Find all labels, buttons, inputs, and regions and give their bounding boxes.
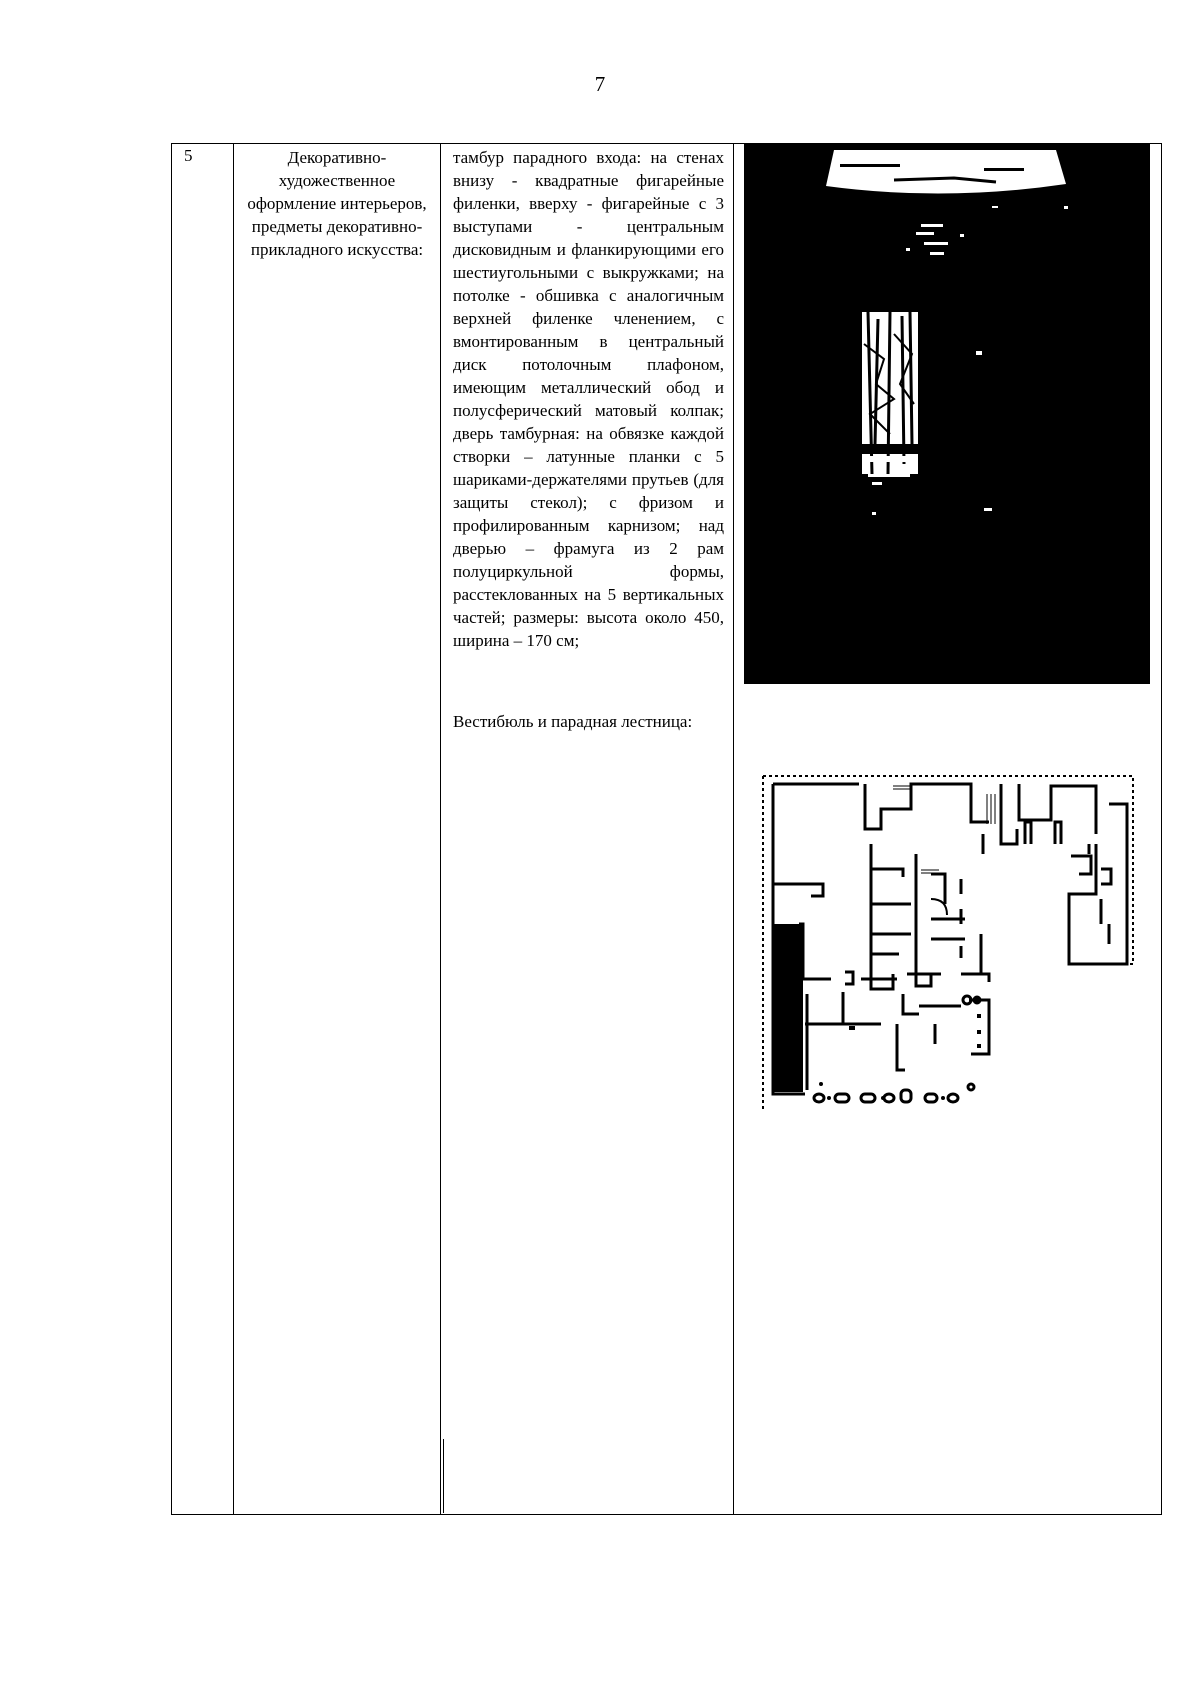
row-number: 5: [172, 144, 234, 1515]
row-description: [441, 144, 734, 1515]
monument-table: [171, 143, 1162, 1515]
page-number: 7: [594, 72, 606, 96]
image-cell: [734, 144, 1162, 1515]
entrance-vestibule-photo: [744, 144, 1150, 684]
row-title: Декоративно-художественное оформление интерьеров, предметы декоративно-прикладного искусства:: [234, 144, 441, 1515]
description-paragraph-1: тамбур парадного входа: на стенах внизу - квадратные фигарейные филенки, вверху - фигарейные с 3 выступами - центральным дисковидным и фланкирующими его шестиугольными с выкружками; на потолке - обшивка с аналогичным верхней филенке членением, с вмонтированным в центральный диск потолочным плафоном, имеющим металлический обод и полусферический матовый колпак; дверь тамбурная: на обвязке каждой створки – латунные планки с 5 шариками-держателями прутьев (для защиты стекол); с фризом и профилированным карнизом; над дверью – фрамуга из 2 рам полуциркульной формы, расстеклованных на 5 вертикальных частей; размеры: высота около 450, ширина – 170 см;: [453, 148, 724, 650]
description-paragraph-2: Вестибюль и парадная лестница:: [453, 712, 693, 731]
column-edge-mark: [443, 1439, 444, 1513]
floor-plan-drawing: [761, 774, 1136, 1114]
table-row: [172, 144, 1162, 1515]
